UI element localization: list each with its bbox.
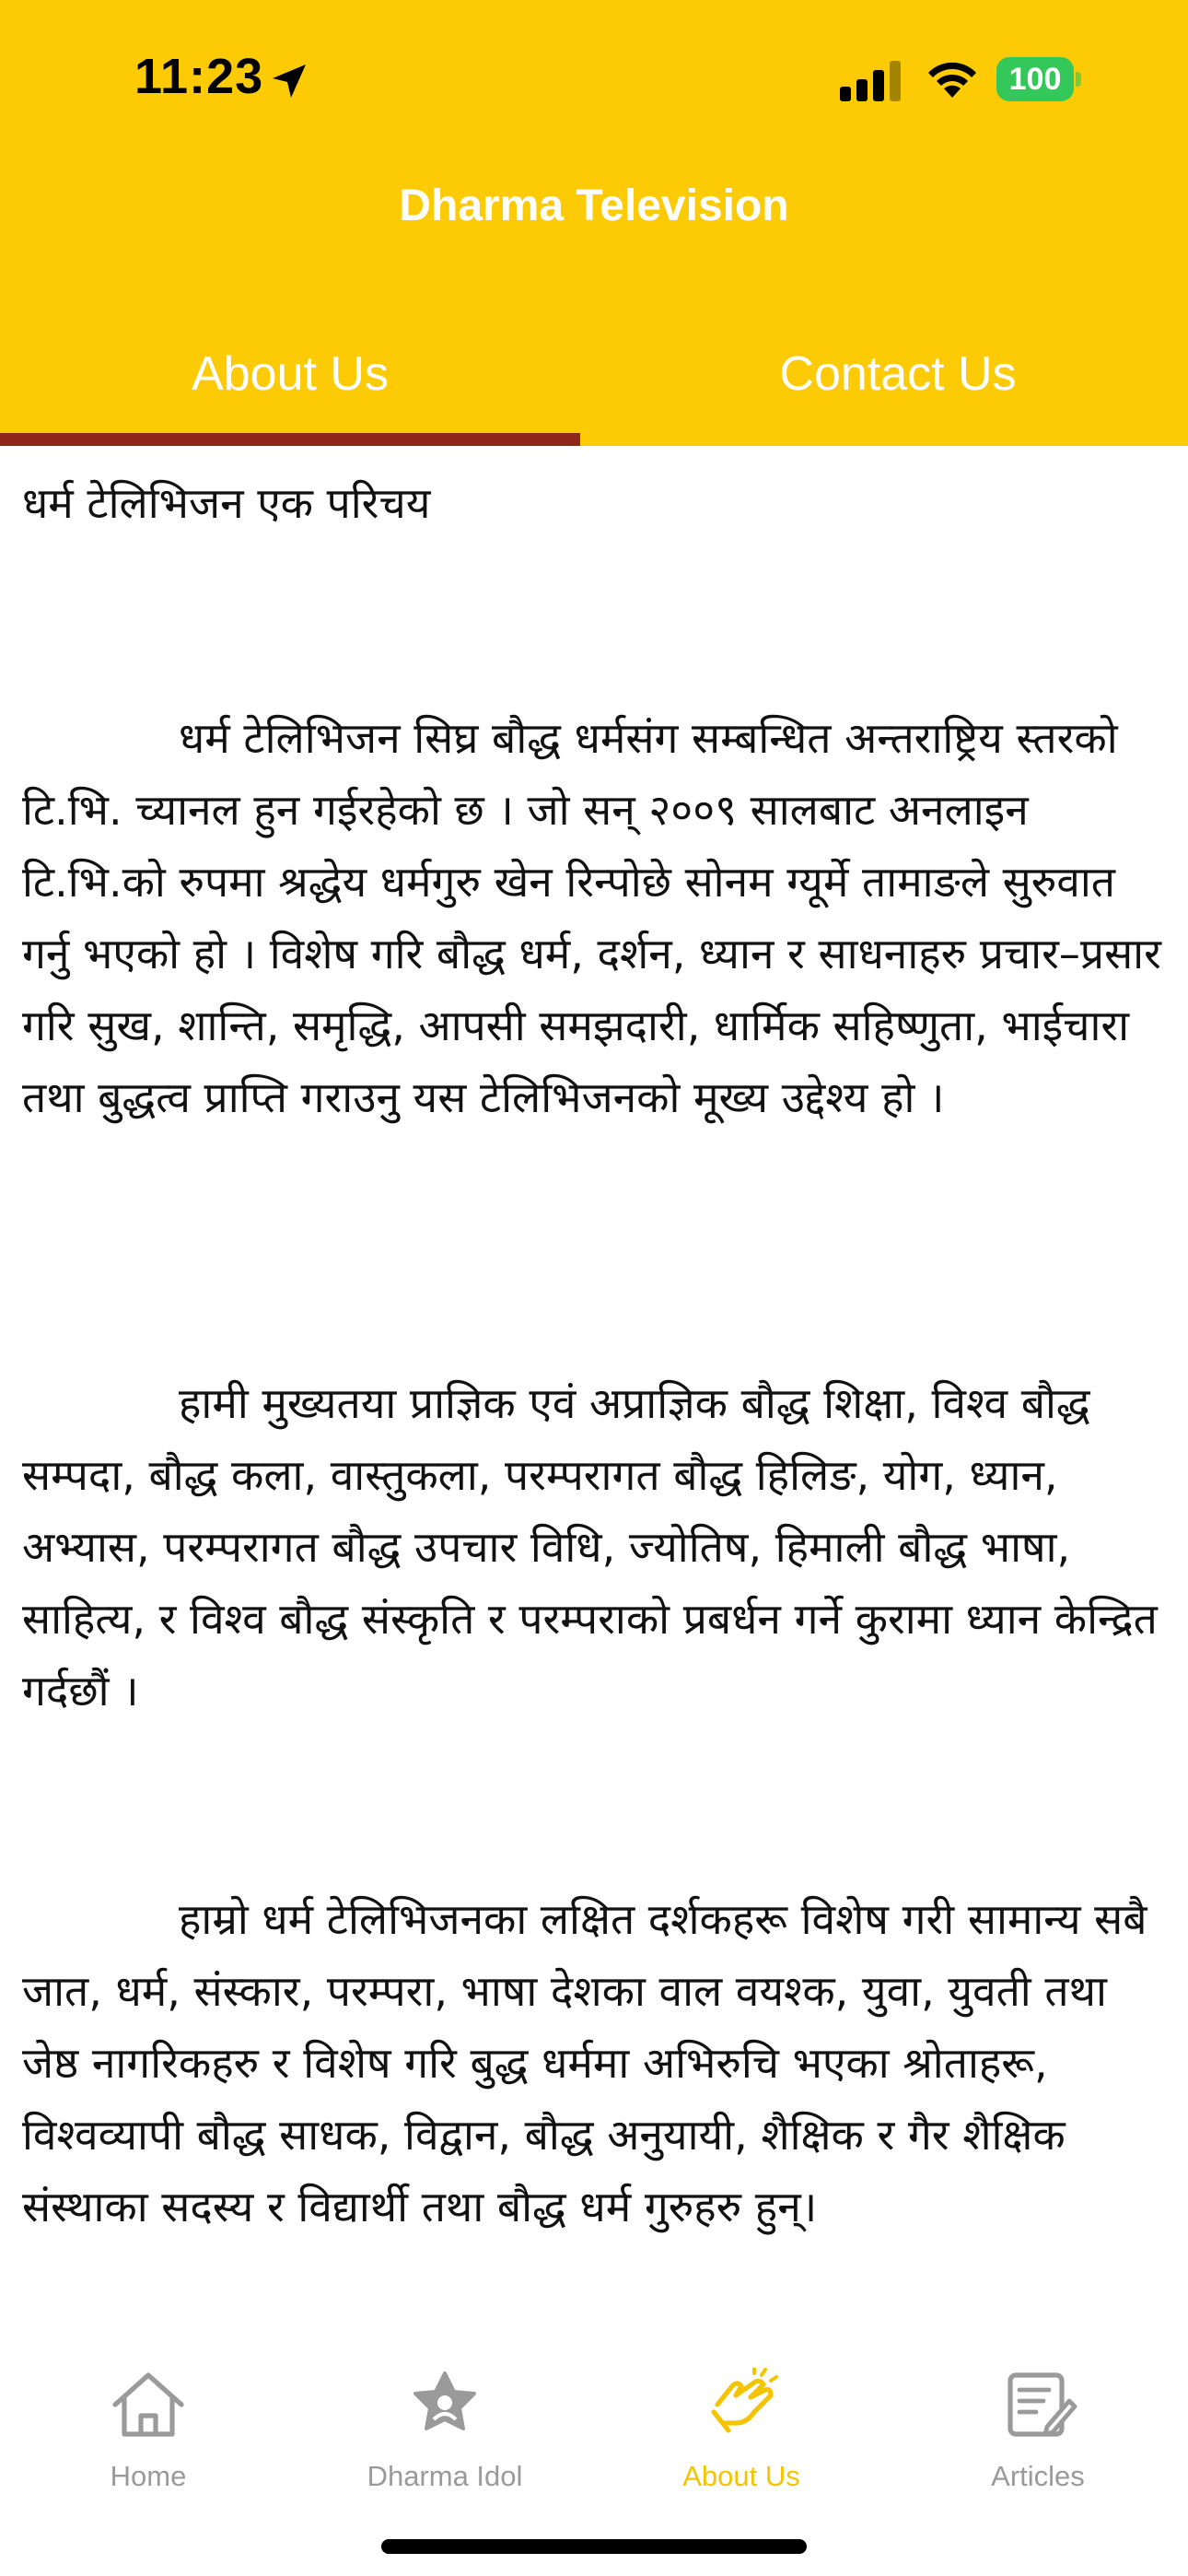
location-arrow-icon	[267, 59, 311, 103]
tab-selected-indicator	[0, 433, 580, 446]
bottom-tab-label: About Us	[682, 2460, 800, 2492]
page-title: Dharma Television	[399, 181, 789, 230]
content-heading: धर्म टेलिभिजन एक परिचय	[22, 478, 431, 528]
status-bar	[0, 0, 1188, 161]
battery-cap	[1076, 72, 1081, 87]
battery-icon	[996, 57, 1081, 101]
top-tabs	[0, 313, 1188, 446]
bottom-tab-label: Home	[110, 2460, 187, 2492]
app-header	[0, 0, 1188, 446]
home-icon	[106, 2368, 191, 2441]
bottom-tab-about-us[interactable]	[593, 2325, 890, 2528]
content-paragraph: हाम्रो धर्म टेलिभिजनका लक्षित दर्शकहरू विशेष गरी सामान्य सबै जात, धर्म, संस्कार, परम्परा, भाषा देशका वाल वयश्क, युवा, युवती तथा जेष्ठ नागरिकहरु र विशेष गरि बुद्ध धर्ममा अभिरुचि भएका श्रोताहरू, विश्वव्यापी बौद्ध साधक, विद्वान, बौद्ध अनुयायी, शैक्षिक र गैर शैक्षिक संस्थाका सदस्य र विद्यार्थी तथा बौद्ध धर्म गुरुहरु हुन्।	[22, 1894, 1147, 2231]
tab-about-us[interactable]: About Us	[192, 347, 389, 401]
bottom-tab-articles[interactable]	[890, 2325, 1186, 2528]
wifi-icon	[925, 57, 980, 101]
cellular-signal-icon	[840, 61, 906, 101]
star-badge-icon	[402, 2368, 487, 2441]
status-time: 11:23	[134, 49, 264, 104]
bottom-tab-home[interactable]	[0, 2325, 297, 2528]
about-content[interactable]	[0, 446, 1188, 2325]
bottom-tab-label: Dharma Idol	[367, 2460, 523, 2492]
home-indicator[interactable]	[381, 2539, 807, 2554]
tab-contact-us[interactable]: Contact Us	[779, 347, 1017, 401]
content-paragraph: धर्म टेलिभिजन सिघ्र बौद्ध धर्मसंग सम्बन्धित अन्तराष्ट्रिय स्तरको टि.भि. च्यानल हुन गईरहेको छ । जो सन् २००९ सालबाट अनलाइन टि.भि.को रुपमा श्रद्धेय धर्मगुरु खेन रिन्पोछे सोनम ग्यूर्मे तामाङले सुरुवात गर्नु भएको हो । विशेष गरि बौद्ध धर्म, दर्शन, ध्यान र साधनाहरु प्रचार–प्रसार गरि सुख, शान्ति, समृद्धि, आपसी समझदारी, धार्मिक सहिष्णुता, भाईचारा तथा बुद्धत्व प्राप्ति गराउनु यस टेलिभिजनको मूख्य उद्देश्य हो ।	[22, 713, 1161, 1122]
bottom-tab-label: Articles	[991, 2460, 1085, 2492]
content-paragraph: हामी मुख्यतया प्राज्ञिक एवं अप्राज्ञिक बौद्ध शिक्षा, विश्व बौद्ध सम्पदा, बौद्ध कला, वास्तुकला, परम्परागत बौद्ध हिलिङ, योग, ध्यान, अभ्यास, परम्परागत बौद्ध उपचार विधि, ज्योतिष, हिमाली बौद्ध भाषा, साहित्य, र विश्व बौद्ध संस्कृति र परम्पराको प्रबर्धन गर्ने कुरामा ध्यान केन्द्रित गर्दछौं ।	[22, 1378, 1158, 1715]
articles-icon	[996, 2368, 1080, 2441]
battery-level: 100	[996, 57, 1074, 101]
bottom-tab-dharma-idol[interactable]	[297, 2325, 593, 2528]
hands-icon	[699, 2368, 784, 2441]
